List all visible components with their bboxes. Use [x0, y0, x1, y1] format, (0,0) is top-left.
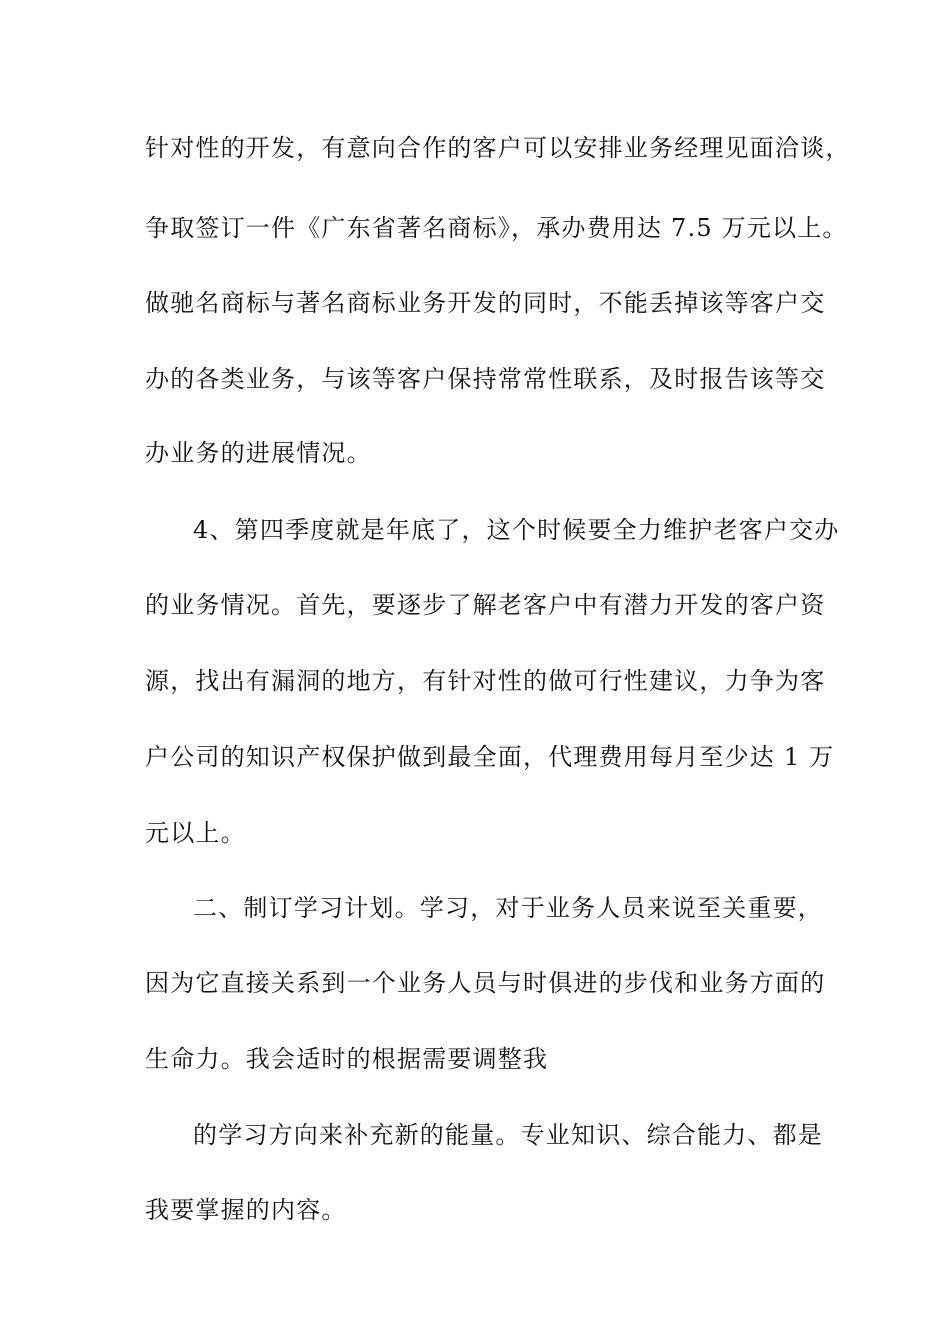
text-line-8: 源，找出有漏洞的地方，有针对性的做可行性建议，力争为客	[145, 667, 826, 695]
text-line-9: 户公司的知识产权保护做到最全面，代理费用每月至少达 1 万	[145, 743, 835, 771]
text-line-12: 因为它直接关系到一个业务人员与时俱进的步伐和业务方面的	[145, 969, 826, 997]
text-line-3: 做驰名商标与著名商标业务开发的同时，不能丢掉该等客户交	[145, 289, 826, 317]
text-line-4: 办的各类业务，与该等客户保持常常性联系，及时报告该等交	[145, 365, 826, 393]
text-line-5: 办业务的进展情况。	[145, 439, 372, 467]
text-line-6: 4、第四季度就是年底了，这个时候要全力维护老客户交办	[193, 516, 840, 544]
text-line-1: 针对性的开发，有意向合作的客户可以安排业务经理见面洽谈，	[145, 134, 851, 162]
text-line-13: 生命力。我会适时的根据需要调整我	[145, 1045, 549, 1073]
text-line-14: 的学习方向来补充新的能量。专业知识、综合能力、都是	[193, 1121, 823, 1149]
text-line-11: 二、制订学习计划。学习，对于业务人员来说至关重要，	[193, 894, 823, 922]
text-line-10: 元以上。	[145, 819, 246, 847]
text-line-15: 我要掌握的内容。	[145, 1196, 347, 1224]
text-line-2: 争取签订一件《广东省著名商标》，承办费用达 7.5 万元以上。	[145, 214, 848, 242]
text-line-7: 的业务情况。首先，要逐步了解老客户中有潜力开发的客户资	[145, 591, 826, 619]
